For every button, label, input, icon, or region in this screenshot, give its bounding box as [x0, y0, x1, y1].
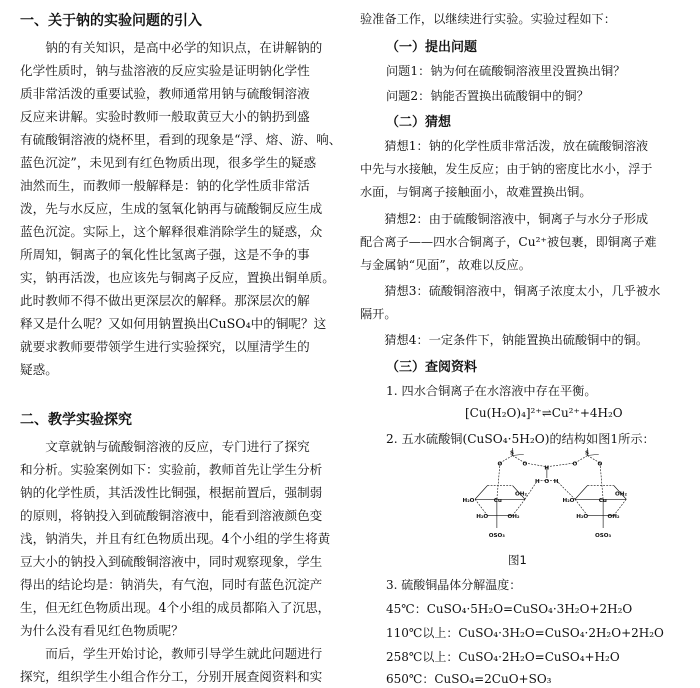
question-1: 问题1：钠为何在硫酸铜溶液里没置换出铜？ [386, 64, 626, 78]
decomposition-45c: 45℃：CuSO₄·5H₂O=CuSO₄·3H₂O+2H₂O [386, 602, 633, 616]
reference-1: 1. 四水合铜离子在水溶液中存在平衡。 [386, 384, 597, 398]
text-line: 钠的化学性质，其活泼性比铜强，根据前置后，强制弱 [20, 485, 323, 500]
question-2: 问题2：钠能否置换出硫酸铜中的铜？ [386, 89, 589, 103]
text-line: 释又是什么呢？又如何用钠置换出CuSO₄中的铜呢？这 [20, 316, 327, 331]
text-line: 与金属钠“见面”，故难以反应。 [360, 258, 531, 272]
atom-label: S [510, 450, 515, 457]
atom-label: OH₂ [615, 491, 627, 498]
atom-label: OSO₃ [488, 532, 505, 539]
atom-label: O [572, 461, 578, 468]
text-line: 钠的有关知识，是高中必学的知识点，在讲解钠的 [20, 40, 323, 55]
text-line: 猜想3：硫酸铜溶液中，铜离子浓度太小，几乎被水 [360, 284, 661, 298]
text-line: 的原则，将钠投入到硫酸铜溶液中，能看到溶液颜色变 [20, 508, 323, 523]
figure-caption: 图1 [508, 553, 527, 567]
reference-3: 3. 硫酸铜晶体分解温度： [386, 578, 522, 592]
heading-introduction: 一、关于钠的实验问题的引入 [20, 13, 202, 29]
atom-label: H₂O [476, 514, 489, 520]
text-line: 猜想2：由于硫酸铜溶液中，铜离子与水分子形成 [360, 212, 649, 226]
text-line: 浅，钠消失，并且有红色物质出现。4个小组的学生将黄 [20, 531, 331, 546]
atom-label: H [535, 479, 540, 485]
atom-label: Cu [598, 497, 607, 504]
atom-label: OH₂ [515, 491, 527, 498]
text-line: 水面，与铜离子接触面小，故难置换出铜。 [360, 185, 592, 199]
text-line: 隔开。 [360, 307, 397, 321]
text-line: 而后，学生开始讨论，教师引导学生就此问题进行 [20, 646, 323, 661]
text-line: 配合离子——四水合铜离子，Cu²⁺被包裹，即铜离子难 [360, 235, 657, 249]
atom-label: H [544, 465, 550, 472]
text-line: 实，钠再活泼，也应该先与铜离子反应，置换出铜单质。 [20, 270, 335, 285]
text-line: 油然而生，而教师一般解释是：钠的化学性质非常活 [20, 178, 310, 193]
text-line: 泼，先与水反应，生成的氢氧化钠再与硫酸铜反应生成 [20, 201, 323, 216]
atom-label: Cu [493, 497, 502, 504]
atom-label: H₂O [462, 497, 475, 504]
reference-2: 2. 五水硫酸铜(CuSO₄·5H₂O)的结构如图1所示： [386, 432, 655, 446]
atom-label: O [544, 479, 550, 485]
text-line: 生，但无红色物质出现。4个小组的成员都陷入了沉思， [20, 600, 331, 615]
decomposition-650c: 650℃：CuSO₄=2CuO+SO₃ [386, 672, 552, 686]
text-line: 验准备工作，以继续进行实验。实验过程如下： [360, 12, 616, 26]
atom-label: OH₂ [607, 514, 620, 520]
text-line: 豆大小的钠投入到硫酸铜溶液中，同时观察现象，学生 [20, 554, 323, 569]
text-line: 质非常活泼的重要试验，教师通常用钠与硫酸铜溶液 [20, 86, 310, 101]
atom-label: OH₂ [507, 514, 520, 520]
decomposition-258c: 258℃以上：CuSO₄·2H₂O=CuSO₄+H₂O [386, 650, 620, 664]
text-line: 疑惑。 [20, 362, 58, 377]
text-line: 中先与水接触，发生反应；由于钠的密度比水小，浮于 [360, 162, 653, 176]
text-line: 蓝色沉淀。实际上，这个解释很难消除学生的疑惑，众 [20, 224, 323, 239]
subheading-hypotheses: （二）猜想 [386, 115, 452, 130]
subheading-references: （三）查阅资料 [386, 360, 478, 375]
atom-label: H₂O [576, 514, 589, 520]
atom-label: O [597, 461, 603, 468]
atom-label: S [585, 450, 590, 457]
text-line: 就要求教师要带领学生进行实验探究，以厘清学生的 [20, 339, 310, 354]
equilibrium-equation: [Cu(H₂O)₄]²⁺⇌Cu²⁺+4H₂O [465, 406, 623, 420]
text-line: 为什么没有看见红色物质呢？ [20, 623, 184, 638]
copper-sulfate-structure-figure [410, 448, 690, 548]
decomposition-110c: 110℃以上：CuSO₄·3H₂O=CuSO₄·2H₂O+2H₂O [386, 626, 664, 640]
text-line: 得出的结论均是：钠消失，有气泡，同时有蓝色沉淀产 [20, 577, 323, 592]
text-line: 蓝色沉淀”，未见到有红色物质出现，很多学生的疑惑 [20, 155, 317, 170]
text-line: 反应来讲解。实验时教师一般取黄豆大小的钠扔到盛 [20, 109, 310, 124]
hypothesis-4: 猜想4：一定条件下，钠能置换出硫酸铜中的铜。 [360, 333, 649, 347]
text-line: 化学性质时，钠与盐溶液的反应实验是证明钠化学性 [20, 63, 310, 78]
atom-label: OSO₃ [595, 532, 612, 539]
atom-label: O [522, 461, 528, 468]
text-line: 所周知，铜离子的氧化性比氢离子强，这是不争的事 [20, 247, 310, 262]
text-line: 探究，组织学生小组合作分工，分别开展查阅资料和实 [20, 669, 323, 684]
text-line: 和分析。实验案例如下：实验前，教师首先让学生分析 [20, 462, 323, 477]
text-line: 猜想1：钠的化学性质非常活泼，放在硫酸铜溶液 [360, 139, 649, 153]
atom-label: O [497, 461, 503, 468]
heading-experiment: 二、教学实验探究 [20, 412, 132, 428]
atom-label: H [553, 479, 559, 485]
text-line: 文章就钠与硫酸铜溶液的反应，专门进行了探究 [20, 439, 310, 454]
text-line: 此时教师不得不做出更深层次的解释。那深层次的解 [20, 293, 310, 308]
atom-label: H₂O [562, 497, 575, 504]
text-line: 有硫酸铜溶液的烧杯里，看到的现象是“浮、熔、游、响、 [20, 132, 342, 147]
subheading-questions: （一）提出问题 [386, 40, 478, 55]
